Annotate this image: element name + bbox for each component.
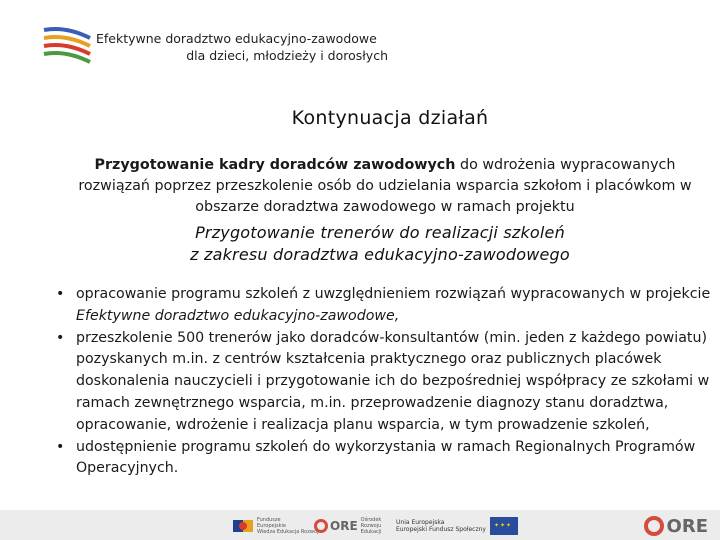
bullet-2-text: przeszkolenie 500 trenerów jako doradców-konsultantów (min. jeden z każdego powiatu) pozyskanych m.in. z centrów kształcenia praktycznego oraz publicznych placówek doskonalenia nauczycieli i przygotowanie ich do bezpośredniej współpracy ze szkołami w ramach zewnętrznego wsparcia, m.in. przeprowadzenie diagnozy stanu doradztwa, opracowanie, wdrożenie i realizacja planu wsparcia, w tym prowadzenie szkoleń, [76,329,710,433]
ore-small-logo [314,517,395,535]
ore-ring-icon [314,519,328,533]
project-name [40,222,720,266]
list-item [52,328,712,437]
bullet-3-text: udostępnienie programu szkoleń do wykorzystania w ramach Regionalnych Programów Operacyjnych. [76,438,696,477]
footer-logo-bar [0,510,720,540]
fe-text1: Fundusze [257,517,281,523]
ore-small-word: ORE [330,519,358,533]
project-name-line2: z zakresu doradztwa edukacyjno-zawodowego [190,245,570,264]
project-logo [40,24,92,68]
ore-main-word: ORE [666,515,708,537]
header-title-line1: Efektywne doradztwo edukacyjno-zawodowe [96,31,377,46]
ore-main-logo [644,515,708,537]
fundusze-europejskie-icon [232,518,254,534]
bullet-1-italic: Efektywne doradztwo edukacyjno-zawodowe, [76,307,400,324]
eu-flag-icon [490,517,518,535]
project-name-line1: Przygotowanie trenerów do realizacji szkoleń [195,223,565,242]
fe-text2: Europejskie [257,523,286,529]
fundusze-europejskie-logo [232,517,318,535]
eu-text1: Unia Europejska [396,519,445,526]
fe-text3: Wiedza Edukacja Rozwój [257,529,319,535]
header-title [96,30,388,64]
slide-title: Kontynuacja działań [291,107,489,129]
ore-caption: Ośrodek Rozwoju Edukacji [360,517,382,535]
eu-text2: Europejski Fundusz Społeczny [396,526,486,533]
intro-paragraph [60,155,710,218]
bullet-list [52,284,712,480]
ore-ring-icon [644,516,664,536]
header-title-line2: dla dzieci, młodzieży i dorosłych [186,48,388,63]
bullet-1-text: opracowanie programu szkoleń z uwzględnieniem rozwiązań wypracowanych w projekcie [76,286,711,302]
list-item [52,284,712,328]
intro-rest: do wdrożenia wypracowanych rozwiązań poprzez przeszkolenie osób do udzielania wsparcia szkołom i placówkom w obszarze doradztwa zawodowego w ramach projektu [78,157,692,215]
list-item [52,437,712,481]
logo-stripe-green [44,53,90,62]
intro-bold: Przygotowanie kadry doradców zawodowych [94,157,456,173]
eu-logo [396,517,518,535]
